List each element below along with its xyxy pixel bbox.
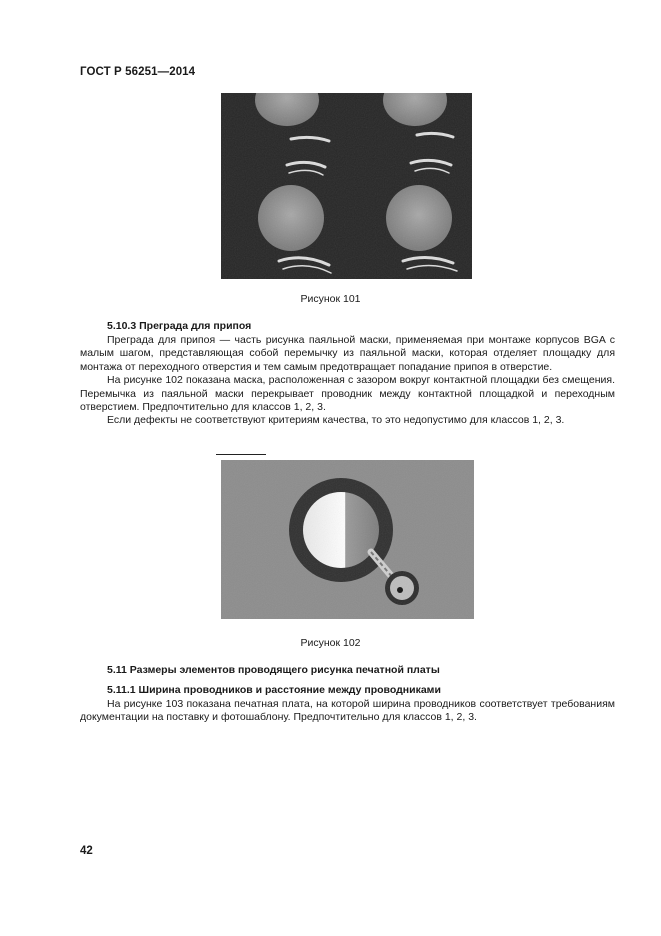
figure-101-photo <box>221 93 472 279</box>
paragraph: Преграда для припоя — часть рисунка паяльной маски, применяемая при монтаже корпусов BGA с малым шагом, представляющая собой перемычку из паяльной маски, которая отделяет площадку для монтажа от переходного отверстия и тем самым предотвращает попадание припоя в отверстие. <box>80 334 615 373</box>
figure-101-caption: Рисунок 101 <box>300 293 361 305</box>
section-5-11-1-text <box>80 698 615 725</box>
section-5-10-3-text <box>80 334 615 428</box>
section-5-10-3-heading: 5.10.3 Преграда для припоя <box>107 320 252 332</box>
paragraph: Если дефекты не соответствуют критериям качества, то это недопустимо для классов 1, 2, 3. <box>107 414 565 427</box>
paragraph: На рисунке 103 показана печатная плата, на которой ширина проводников соответствует требованиям документации на поставку и фотошаблону. Предпочтительно для классов 1, 2, 3. <box>80 698 615 724</box>
paragraph: На рисунке 102 показана маска, расположенная с зазором вокруг контактной площадки без смещения. Перемычка из паяльной маски перекрывает проводник между контактной площадкой и переходным отверстием. Предпочтительно для классов 1, 2, 3. <box>80 374 615 414</box>
section-5-11-heading: 5.11 Размеры элементов проводящего рисунка печатной платы <box>107 664 440 676</box>
figure-102-caption: Рисунок 102 <box>300 637 361 649</box>
short-rule <box>216 454 266 455</box>
page-number: 42 <box>80 845 93 857</box>
document-header: ГОСТ Р 56251—2014 <box>80 66 196 78</box>
figure-102-photo <box>221 460 474 619</box>
section-5-11-1-heading: 5.11.1 Ширина проводников и расстояние между проводниками <box>107 684 441 696</box>
